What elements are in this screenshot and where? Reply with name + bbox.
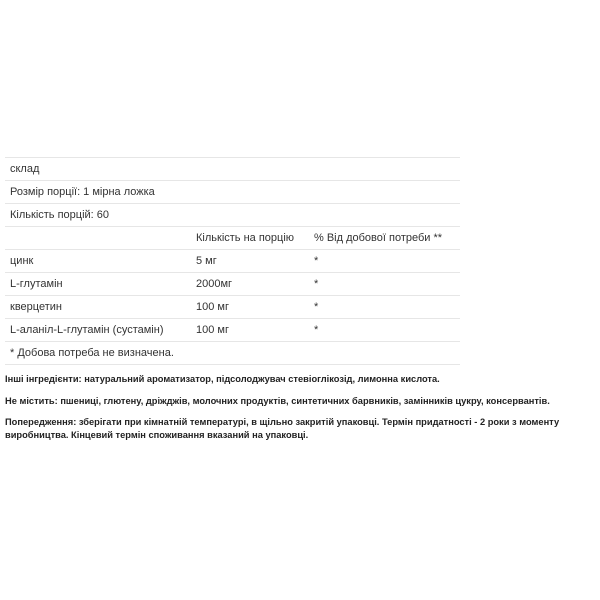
ingredient-name: кверцетин xyxy=(5,296,191,319)
header-daily-value: % Від добової потреби ** xyxy=(309,227,460,250)
warning: Попередження: зберігати при кімнатній температурі, в щільно закритій упаковці. Термін придатності - 2 роки з моменту виробництва. Кінцевий термін споживання вказаний на упаковці. xyxy=(5,417,560,440)
table-row xyxy=(5,342,460,365)
header-empty xyxy=(5,227,191,250)
ingredient-amount: 5 мг xyxy=(191,250,309,273)
ingredient-amount: 100 мг xyxy=(191,319,309,342)
ingredient-amount: 2000мг xyxy=(191,273,309,296)
table-header-row xyxy=(5,227,460,250)
ingredient-dv: * xyxy=(309,273,460,296)
table-row xyxy=(5,296,460,319)
free-from: Не містить: пшениці, глютену, дріжджів, молочних продуктів, синтетичних барвників, замінників цукру, консервантів. xyxy=(5,395,550,406)
servings-count: Кількість порцій: 60 xyxy=(5,204,460,227)
table-row xyxy=(5,273,460,296)
ingredient-amount: 100 мг xyxy=(191,296,309,319)
ingredient-name: L-аланіл-L-глутамін (сустамін) xyxy=(5,319,191,342)
table-row xyxy=(5,250,460,273)
header-amount: Кількість на порцію xyxy=(191,227,309,250)
table-row xyxy=(5,158,460,181)
table-title: склад xyxy=(5,158,460,181)
table-row xyxy=(5,319,460,342)
ingredient-dv: * xyxy=(309,319,460,342)
table-row xyxy=(5,204,460,227)
ingredient-dv: * xyxy=(309,250,460,273)
other-ingredients: Інші інгредієнти: натуральний ароматизатор, підсолоджувач стевіоглікозід, лимонна кислота. xyxy=(5,374,440,384)
ingredient-dv: * xyxy=(309,296,460,319)
serving-size: Розмір порції: 1 мірна ложка xyxy=(5,181,460,204)
ingredient-name: L-глутамін xyxy=(5,273,191,296)
footnote: * Добова потреба не визначена. xyxy=(5,342,460,365)
table-row xyxy=(5,181,460,204)
ingredient-name: цинк xyxy=(5,250,191,273)
product-notes xyxy=(5,373,590,451)
supplement-facts-table xyxy=(5,157,460,365)
